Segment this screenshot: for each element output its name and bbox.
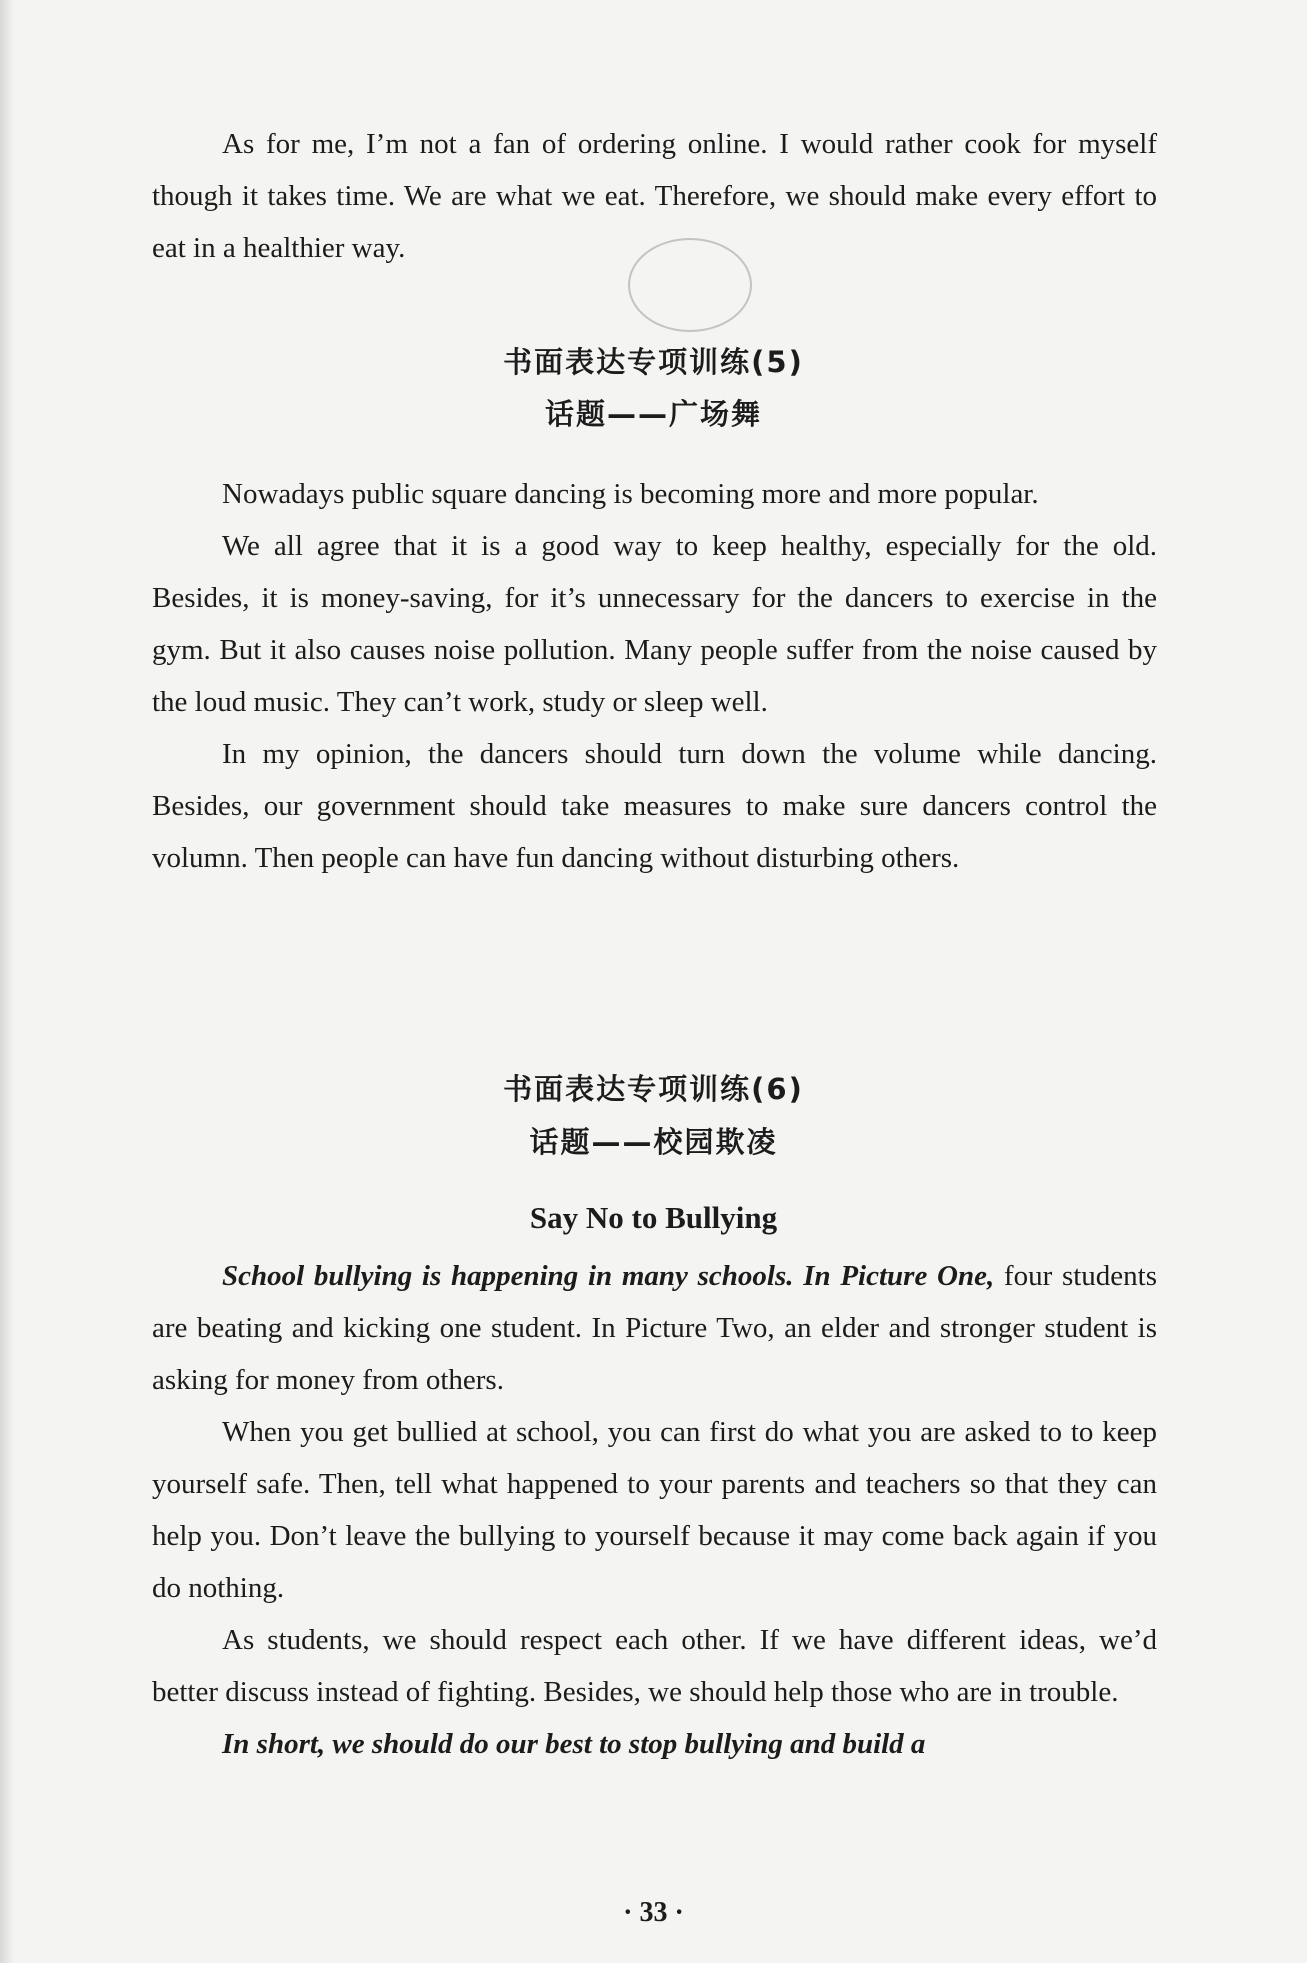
- section5-body: [152, 468, 1157, 884]
- section6-body: [152, 1250, 1157, 1770]
- section6-paragraph-1-rest: four students are beating and kicking one student. In Picture Two, an elder and stronger student is asking for money from others.: [152, 1260, 1158, 1396]
- section6-paragraph-3: As students, we should respect each other. If we have different ideas, we’d better discuss instead of fighting. Besides, we should help those who are in trouble.: [152, 1624, 1157, 1708]
- section5-topic: 话题——广场舞: [544, 397, 762, 431]
- page-number: · 33 ·: [623, 1897, 684, 1928]
- top-paragraph: As for me, I’m not a fan of ordering online. I would rather cook for myself though it takes time. We are what we eat. Therefore, we should make every effort to eat in a healthier way.: [152, 128, 1157, 264]
- section6-paragraph-2: When you get bullied at school, you can first do what you are asked to to keep yourself safe. Then, tell what happened to your parents and teachers so that they can help you. Don’t leave the bullying to yourself because it may come back again if you do nothing.: [152, 1416, 1157, 1604]
- section6-paragraph-1: [152, 1250, 1157, 1406]
- section6-title: 书面表达专项训练(6): [503, 1072, 804, 1106]
- section5-paragraph-3: In my opinion, the dancers should turn down the volume while dancing. Besides, our government should take measures to make sure dancers control the volumn. Then people can have fun dancing without disturbing others.: [152, 738, 1157, 874]
- section5-title: 书面表达专项训练(5): [503, 345, 804, 379]
- section6-paragraph-1-emphasis: School bullying is happening in many schools. In Picture One,: [222, 1260, 995, 1292]
- section5-paragraph-1: Nowadays public square dancing is becoming more and more popular.: [222, 478, 1039, 510]
- essay-title: Say No to Bullying: [529, 1200, 778, 1235]
- stamp-logo: [628, 238, 752, 332]
- section6-topic: 话题——校园欺凌: [529, 1125, 778, 1159]
- section6-closing: In short, we should do our best to stop bullying and build a: [222, 1728, 926, 1760]
- section5-paragraph-2: We all agree that it is a good way to keep healthy, especially for the old. Besides, it is money-saving, for it’s unnecessary for the dancers to exercise in the gym. But it also causes noise pollution. Many people suffer from the noise caused by the loud music. They can’t work, study or sleep well.: [152, 530, 1157, 718]
- page-edge-shadow: [0, 0, 14, 1963]
